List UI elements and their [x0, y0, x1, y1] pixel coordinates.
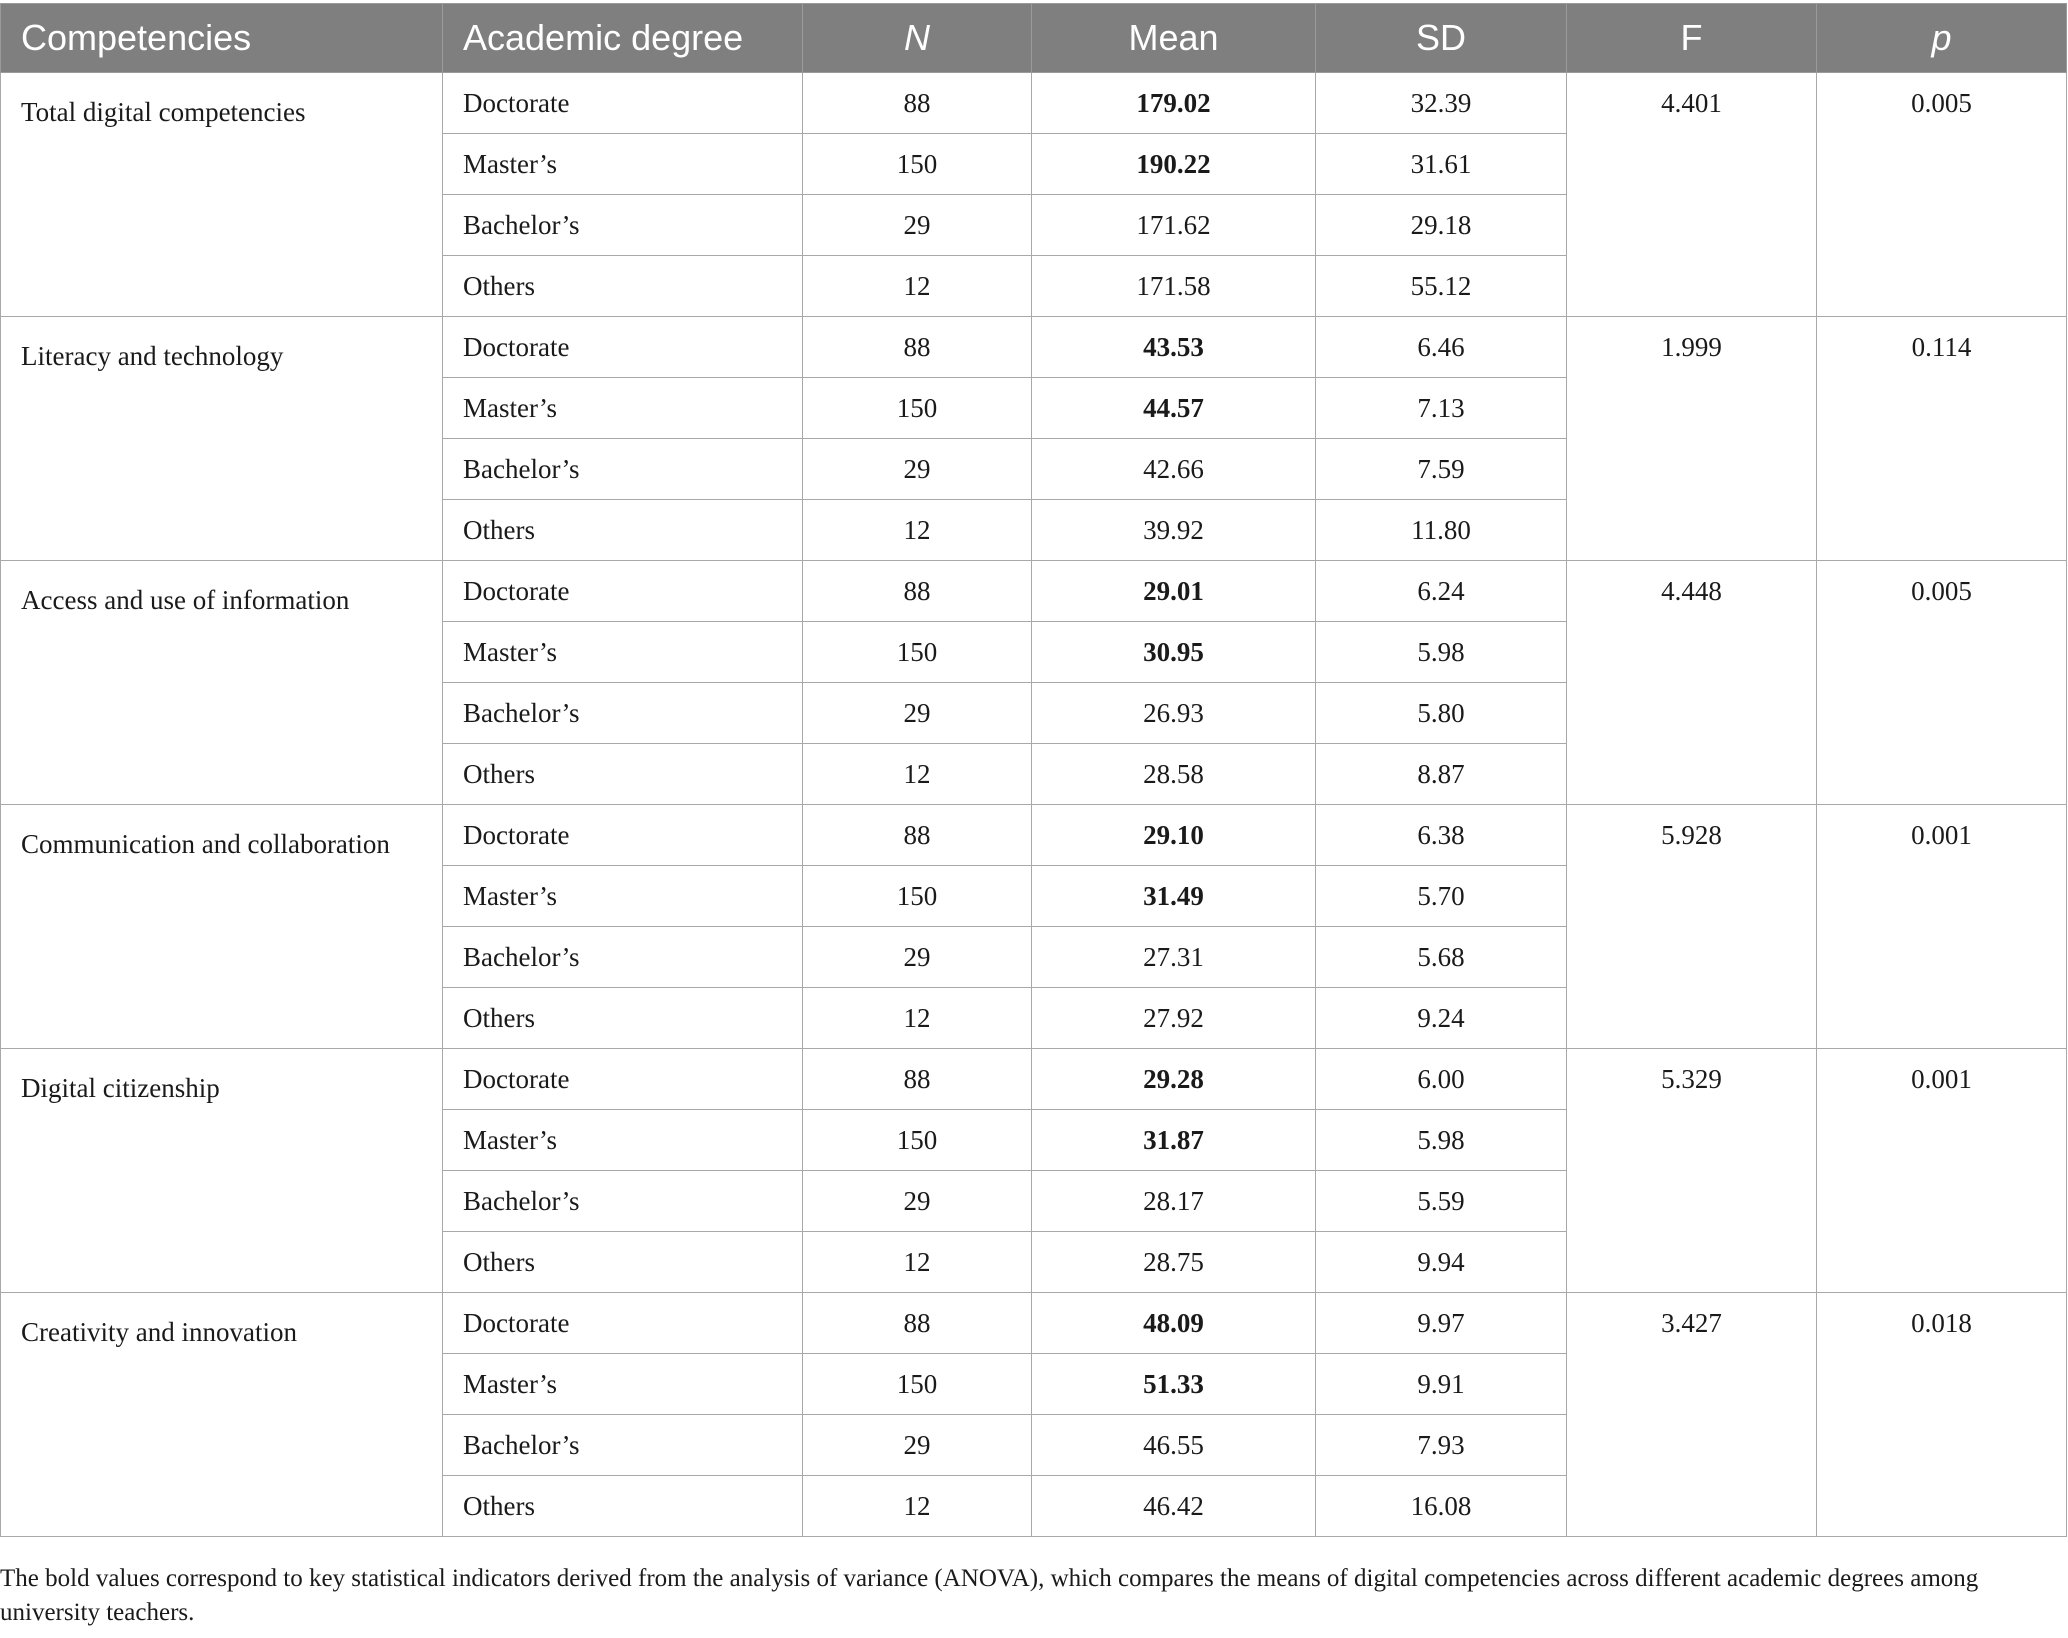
sd-cell: 7.13 [1316, 378, 1567, 439]
sd-cell: 6.46 [1316, 317, 1567, 378]
academic-degree-cell: Bachelor’s [443, 439, 803, 500]
competency-name: Communication and collaboration [1, 805, 443, 1049]
f-value-cell: 4.448 [1567, 561, 1817, 805]
table-row [1, 805, 2067, 866]
academic-degree-cell: Master’s [443, 378, 803, 439]
header-p: p [1817, 4, 2067, 73]
header-mean: Mean [1032, 4, 1316, 73]
sd-cell: 32.39 [1316, 73, 1567, 134]
academic-degree-cell: Bachelor’s [443, 1415, 803, 1476]
academic-degree-cell: Doctorate [443, 1293, 803, 1354]
sd-cell: 8.87 [1316, 744, 1567, 805]
academic-degree-cell: Bachelor’s [443, 683, 803, 744]
academic-degree-cell: Bachelor’s [443, 927, 803, 988]
mean-cell: 48.09 [1032, 1293, 1316, 1354]
sd-cell: 5.98 [1316, 622, 1567, 683]
header-academic-degree: Academic degree [443, 4, 803, 73]
n-cell: 88 [803, 561, 1032, 622]
table-row [1, 73, 2067, 134]
n-cell: 29 [803, 1171, 1032, 1232]
f-value-cell: 5.329 [1567, 1049, 1817, 1293]
n-cell: 12 [803, 1476, 1032, 1537]
academic-degree-cell: Others [443, 744, 803, 805]
academic-degree-cell: Master’s [443, 1354, 803, 1415]
p-value-cell: 0.005 [1817, 73, 2067, 317]
mean-cell: 179.02 [1032, 73, 1316, 134]
mean-cell: 43.53 [1032, 317, 1316, 378]
header-row [1, 4, 2067, 73]
n-cell: 88 [803, 73, 1032, 134]
sd-cell: 9.24 [1316, 988, 1567, 1049]
competency-name: Creativity and innovation [1, 1293, 443, 1537]
n-cell: 88 [803, 1049, 1032, 1110]
mean-cell: 28.58 [1032, 744, 1316, 805]
mean-cell: 30.95 [1032, 622, 1316, 683]
academic-degree-cell: Others [443, 988, 803, 1049]
sd-cell: 9.97 [1316, 1293, 1567, 1354]
mean-cell: 171.58 [1032, 256, 1316, 317]
sd-cell: 11.80 [1316, 500, 1567, 561]
mean-cell: 190.22 [1032, 134, 1316, 195]
sd-cell: 5.70 [1316, 866, 1567, 927]
n-cell: 150 [803, 134, 1032, 195]
competency-name: Access and use of information [1, 561, 443, 805]
academic-degree-cell: Doctorate [443, 1049, 803, 1110]
sd-cell: 9.91 [1316, 1354, 1567, 1415]
academic-degree-cell: Master’s [443, 622, 803, 683]
mean-cell: 42.66 [1032, 439, 1316, 500]
header-sd: SD [1316, 4, 1567, 73]
mean-cell: 51.33 [1032, 1354, 1316, 1415]
mean-cell: 29.28 [1032, 1049, 1316, 1110]
n-cell: 88 [803, 805, 1032, 866]
academic-degree-cell: Bachelor’s [443, 1171, 803, 1232]
competency-name: Literacy and technology [1, 317, 443, 561]
header-n: N [803, 4, 1032, 73]
competency-name: Digital citizenship [1, 1049, 443, 1293]
n-cell: 29 [803, 1415, 1032, 1476]
n-cell: 12 [803, 500, 1032, 561]
header-competencies: Competencies [1, 4, 443, 73]
p-value-cell: 0.001 [1817, 1049, 2067, 1293]
sd-cell: 5.59 [1316, 1171, 1567, 1232]
academic-degree-cell: Others [443, 500, 803, 561]
sd-cell: 16.08 [1316, 1476, 1567, 1537]
table-row [1, 317, 2067, 378]
f-value-cell: 1.999 [1567, 317, 1817, 561]
n-cell: 88 [803, 317, 1032, 378]
mean-cell: 39.92 [1032, 500, 1316, 561]
mean-cell: 27.31 [1032, 927, 1316, 988]
academic-degree-cell: Doctorate [443, 317, 803, 378]
mean-cell: 26.93 [1032, 683, 1316, 744]
academic-degree-cell: Master’s [443, 134, 803, 195]
sd-cell: 6.24 [1316, 561, 1567, 622]
mean-cell: 27.92 [1032, 988, 1316, 1049]
mean-cell: 46.55 [1032, 1415, 1316, 1476]
f-value-cell: 4.401 [1567, 73, 1817, 317]
table-row [1, 1293, 2067, 1354]
academic-degree-cell: Others [443, 256, 803, 317]
mean-cell: 171.62 [1032, 195, 1316, 256]
academic-degree-cell: Doctorate [443, 561, 803, 622]
sd-cell: 5.68 [1316, 927, 1567, 988]
mean-cell: 29.01 [1032, 561, 1316, 622]
mean-cell: 28.75 [1032, 1232, 1316, 1293]
academic-degree-cell: Master’s [443, 866, 803, 927]
p-value-cell: 0.005 [1817, 561, 2067, 805]
n-cell: 29 [803, 195, 1032, 256]
n-cell: 29 [803, 927, 1032, 988]
academic-degree-cell: Others [443, 1476, 803, 1537]
n-cell: 29 [803, 683, 1032, 744]
anova-table [0, 3, 2067, 1537]
sd-cell: 9.94 [1316, 1232, 1567, 1293]
sd-cell: 29.18 [1316, 195, 1567, 256]
n-cell: 150 [803, 622, 1032, 683]
sd-cell: 5.80 [1316, 683, 1567, 744]
n-cell: 12 [803, 988, 1032, 1049]
n-cell: 150 [803, 1354, 1032, 1415]
n-cell: 12 [803, 744, 1032, 805]
table-header [1, 4, 2067, 73]
p-value-cell: 0.018 [1817, 1293, 2067, 1537]
f-value-cell: 3.427 [1567, 1293, 1817, 1537]
n-cell: 29 [803, 439, 1032, 500]
sd-cell: 55.12 [1316, 256, 1567, 317]
mean-cell: 29.10 [1032, 805, 1316, 866]
n-cell: 150 [803, 866, 1032, 927]
academic-degree-cell: Bachelor’s [443, 195, 803, 256]
n-cell: 88 [803, 1293, 1032, 1354]
sd-cell: 7.59 [1316, 439, 1567, 500]
header-f: F [1567, 4, 1817, 73]
n-cell: 12 [803, 1232, 1032, 1293]
table-footnote: The bold values correspond to key statistical indicators derived from the analysis of variance (ANOVA), which compares the means of digital competencies across different academic degrees among university teachers. [0, 1565, 1979, 1626]
table-body [1, 73, 2067, 1537]
mean-cell: 31.87 [1032, 1110, 1316, 1171]
table-row [1, 1049, 2067, 1110]
mean-cell: 46.42 [1032, 1476, 1316, 1537]
academic-degree-cell: Others [443, 1232, 803, 1293]
n-cell: 12 [803, 256, 1032, 317]
n-cell: 150 [803, 1110, 1032, 1171]
mean-cell: 28.17 [1032, 1171, 1316, 1232]
mean-cell: 44.57 [1032, 378, 1316, 439]
f-value-cell: 5.928 [1567, 805, 1817, 1049]
sd-cell: 7.93 [1316, 1415, 1567, 1476]
sd-cell: 5.98 [1316, 1110, 1567, 1171]
p-value-cell: 0.114 [1817, 317, 2067, 561]
n-cell: 150 [803, 378, 1032, 439]
competency-name: Total digital competencies [1, 73, 443, 317]
p-value-cell: 0.001 [1817, 805, 2067, 1049]
table-row [1, 561, 2067, 622]
sd-cell: 6.00 [1316, 1049, 1567, 1110]
academic-degree-cell: Master’s [443, 1110, 803, 1171]
academic-degree-cell: Doctorate [443, 805, 803, 866]
sd-cell: 6.38 [1316, 805, 1567, 866]
mean-cell: 31.49 [1032, 866, 1316, 927]
academic-degree-cell: Doctorate [443, 73, 803, 134]
sd-cell: 31.61 [1316, 134, 1567, 195]
